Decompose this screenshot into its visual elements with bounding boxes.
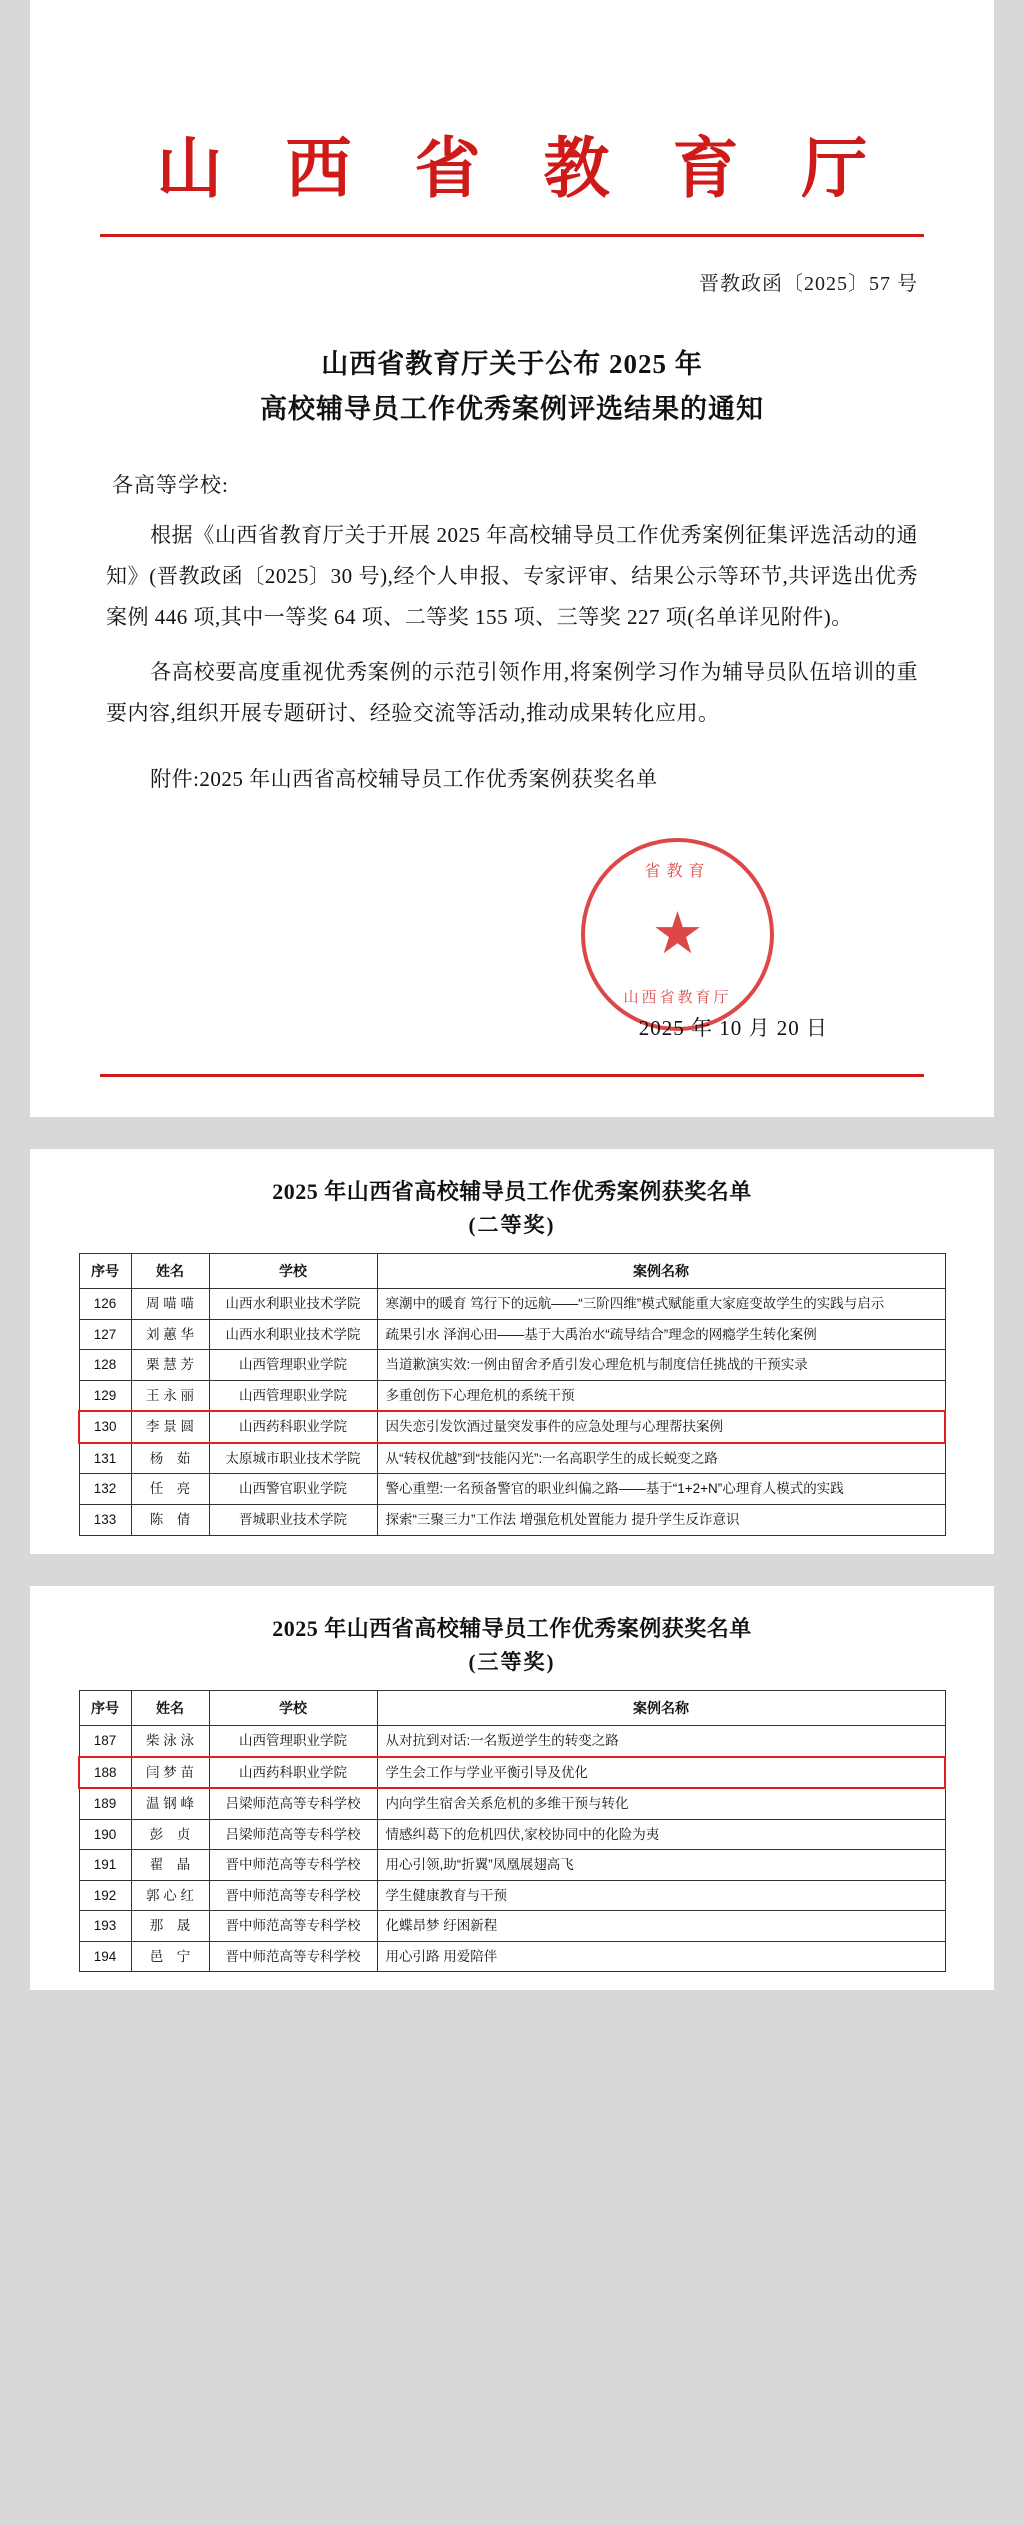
cell-name: 李 景 圆 [131, 1411, 209, 1443]
cell-school: 晋中师范高等专科学校 [209, 1880, 377, 1911]
cell-no: 187 [79, 1725, 131, 1756]
third-prize-title: 2025 年山西省高校辅导员工作优秀案例获奖名单 [272, 1615, 752, 1641]
cell-case: 因失恋引发饮酒过量突发事件的应急处理与心理帮扶案例 [377, 1411, 945, 1443]
table-row [79, 1725, 945, 1756]
cell-school: 晋中师范高等专科学校 [209, 1941, 377, 1972]
official-letter [30, 0, 994, 1117]
cell-case: 警心重塑:一名预备警官的职业纠偏之路——基于“1+2+N”心理育人模式的实践 [377, 1474, 945, 1505]
cell-school: 山西药科职业学院 [209, 1411, 377, 1443]
cell-name: 郭 心 红 [131, 1880, 209, 1911]
column-header-no: 序号 [79, 1690, 131, 1725]
body-paragraph-2: 各高校要高度重视优秀案例的示范引领作用,将案例学习作为辅导员队伍培训的重要内容,组织开展专题研讨、经验交流等活动,推动成果转化应用。 [106, 659, 918, 725]
cell-case: 情感纠葛下的危机四伏,家校协同中的化险为夷 [377, 1819, 945, 1850]
cell-school: 吕梁师范高等专科学校 [209, 1788, 377, 1819]
table-header-row [79, 1690, 945, 1725]
cell-name: 任 亮 [131, 1474, 209, 1505]
cell-name: 翟 晶 [131, 1850, 209, 1881]
cell-case: 多重创伤下心理危机的系统干预 [377, 1380, 945, 1411]
third-prize-table [78, 1690, 946, 1973]
table-row [79, 1319, 945, 1350]
cell-no: 132 [79, 1474, 131, 1505]
official-seal-icon [581, 838, 774, 1031]
seal-top-text: 省教育 [644, 862, 711, 880]
seal-star-icon: ★ [651, 901, 704, 967]
cell-name: 闫 梦 苗 [131, 1757, 209, 1789]
signature-date: 2025 年 10 月 20 日 [638, 1015, 828, 1040]
table-row [79, 1505, 945, 1536]
column-header-case: 案例名称 [377, 1690, 945, 1725]
cell-no: 188 [79, 1757, 131, 1789]
cell-school: 山西水利职业技术学院 [209, 1289, 377, 1320]
column-header-name: 姓名 [131, 1253, 209, 1288]
cell-no: 191 [79, 1850, 131, 1881]
cell-case: 从对抗到对话:一名叛逆学生的转变之路 [377, 1725, 945, 1756]
table-row [79, 1788, 945, 1819]
column-header-school: 学校 [209, 1690, 377, 1725]
cell-case: 用心引路 用爱陪伴 [377, 1941, 945, 1972]
table-row [79, 1850, 945, 1881]
table-row [79, 1911, 945, 1942]
cell-name: 王 永 丽 [131, 1380, 209, 1411]
cell-no: 133 [79, 1505, 131, 1536]
cell-name: 陈 倩 [131, 1505, 209, 1536]
salutation: 各高等学校: [112, 473, 229, 498]
table-row [79, 1411, 945, 1443]
table-row [79, 1474, 945, 1505]
cell-name: 周 喵 喵 [131, 1289, 209, 1320]
letterhead-title: 山 西 省 教 育 厅 [156, 129, 888, 207]
second-prize-title: 2025 年山西省高校辅导员工作优秀案例获奖名单 [272, 1178, 752, 1204]
cell-school: 山西药科职业学院 [209, 1757, 377, 1789]
document-title [100, 342, 924, 431]
second-prize-subtitle: (二等奖) [468, 1212, 556, 1237]
cell-name: 彭 贞 [131, 1819, 209, 1850]
table-header-row [79, 1253, 945, 1288]
cell-case: 用心引领,助“折翼”凤凰展翅高飞 [377, 1850, 945, 1881]
cell-name: 温 钢 峰 [131, 1788, 209, 1819]
document-title-line-1: 山西省教育厅关于公布 2025 年 [321, 349, 703, 379]
third-prize-section [30, 1586, 994, 1991]
table-row [79, 1941, 945, 1972]
cell-school: 山西水利职业技术学院 [209, 1319, 377, 1350]
cell-case: 化蝶昂梦 纡困新程 [377, 1911, 945, 1942]
cell-name: 那 晟 [131, 1911, 209, 1942]
table-row [79, 1819, 945, 1850]
table-row [79, 1880, 945, 1911]
signature-block [100, 858, 924, 1048]
cell-school: 晋中师范高等专科学校 [209, 1911, 377, 1942]
cell-school: 吕梁师范高等专科学校 [209, 1819, 377, 1850]
cell-no: 190 [79, 1819, 131, 1850]
cell-no: 127 [79, 1319, 131, 1350]
third-prize-subtitle: (三等奖) [468, 1649, 556, 1674]
cell-school: 晋城职业技术学院 [209, 1505, 377, 1536]
letter-bottom-divider [100, 1074, 924, 1077]
cell-school: 晋中师范高等专科学校 [209, 1850, 377, 1881]
second-prize-section [30, 1149, 994, 1554]
table-row [79, 1443, 945, 1474]
seal-bottom-text: 山西省教育厅 [623, 989, 732, 1006]
cell-no: 189 [79, 1788, 131, 1819]
cell-school: 山西管理职业学院 [209, 1380, 377, 1411]
cell-no: 194 [79, 1941, 131, 1972]
letterhead-divider [100, 234, 924, 237]
cell-school: 山西管理职业学院 [209, 1725, 377, 1756]
cell-school: 太原城市职业技术学院 [209, 1443, 377, 1474]
cell-no: 193 [79, 1911, 131, 1942]
cell-no: 192 [79, 1880, 131, 1911]
section-gap-2 [0, 1554, 1024, 1586]
cell-case: 内向学生宿舍关系危机的多维干预与转化 [377, 1788, 945, 1819]
cell-school: 山西警官职业学院 [209, 1474, 377, 1505]
cell-case: 探索“三聚三力”工作法 增强危机处置能力 提升学生反诈意识 [377, 1505, 945, 1536]
cell-case: 学生会工作与学业平衡引导及优化 [377, 1757, 945, 1789]
cell-case: 当道歉演实效:一例由留舍矛盾引发心理危机与制度信任挑战的干预实录 [377, 1350, 945, 1381]
cell-no: 131 [79, 1443, 131, 1474]
cell-school: 山西管理职业学院 [209, 1350, 377, 1381]
section-gap [0, 1117, 1024, 1149]
cell-name: 邑 宁 [131, 1941, 209, 1972]
column-header-name: 姓名 [131, 1690, 209, 1725]
cell-case: 寒潮中的暖育 笃行下的远航——“三阶四维”模式赋能重大家庭变故学生的实践与启示 [377, 1289, 945, 1320]
document-title-line-2: 高校辅导员工作优秀案例评选结果的通知 [260, 393, 764, 424]
cell-no: 129 [79, 1380, 131, 1411]
body-paragraph-1: 根据《山西省教育厅关于开展 2025 年高校辅导员工作优秀案例征集评选活动的通知》(晋教政函〔2025〕30 号),经个人申报、专家评审、结果公示等环节,共评选出优秀案例 446 项,其中一等奖 64 项、二等奖 155 项、三等奖 227 项(名单详见附件)。 [106, 523, 918, 629]
cell-name: 栗 慧 芳 [131, 1350, 209, 1381]
cell-case: 学生健康教育与干预 [377, 1880, 945, 1911]
column-header-case: 案例名称 [377, 1253, 945, 1288]
table-row [79, 1757, 945, 1789]
cell-no: 130 [79, 1411, 131, 1443]
column-header-school: 学校 [209, 1253, 377, 1288]
cell-no: 126 [79, 1289, 131, 1320]
cell-no: 128 [79, 1350, 131, 1381]
table-row [79, 1380, 945, 1411]
column-header-no: 序号 [79, 1253, 131, 1288]
attachment-line: 附件:2025 年山西省高校辅导员工作优秀案例获奖名单 [150, 766, 658, 791]
cell-case: 从“转权优越”到“技能闪光”:一名高职学生的成长蜕变之路 [377, 1443, 945, 1474]
table-row [79, 1350, 945, 1381]
cell-name: 柴 泳 泳 [131, 1725, 209, 1756]
cell-case: 疏果引水 泽润心田——基于大禹治水“疏导结合”理念的网瘾学生转化案例 [377, 1319, 945, 1350]
cell-name: 杨 茹 [131, 1443, 209, 1474]
second-prize-table [78, 1253, 946, 1536]
document-number: 晋教政函〔2025〕57 号 [699, 273, 918, 295]
cell-name: 刘 蕙 华 [131, 1319, 209, 1350]
table-row [79, 1289, 945, 1320]
